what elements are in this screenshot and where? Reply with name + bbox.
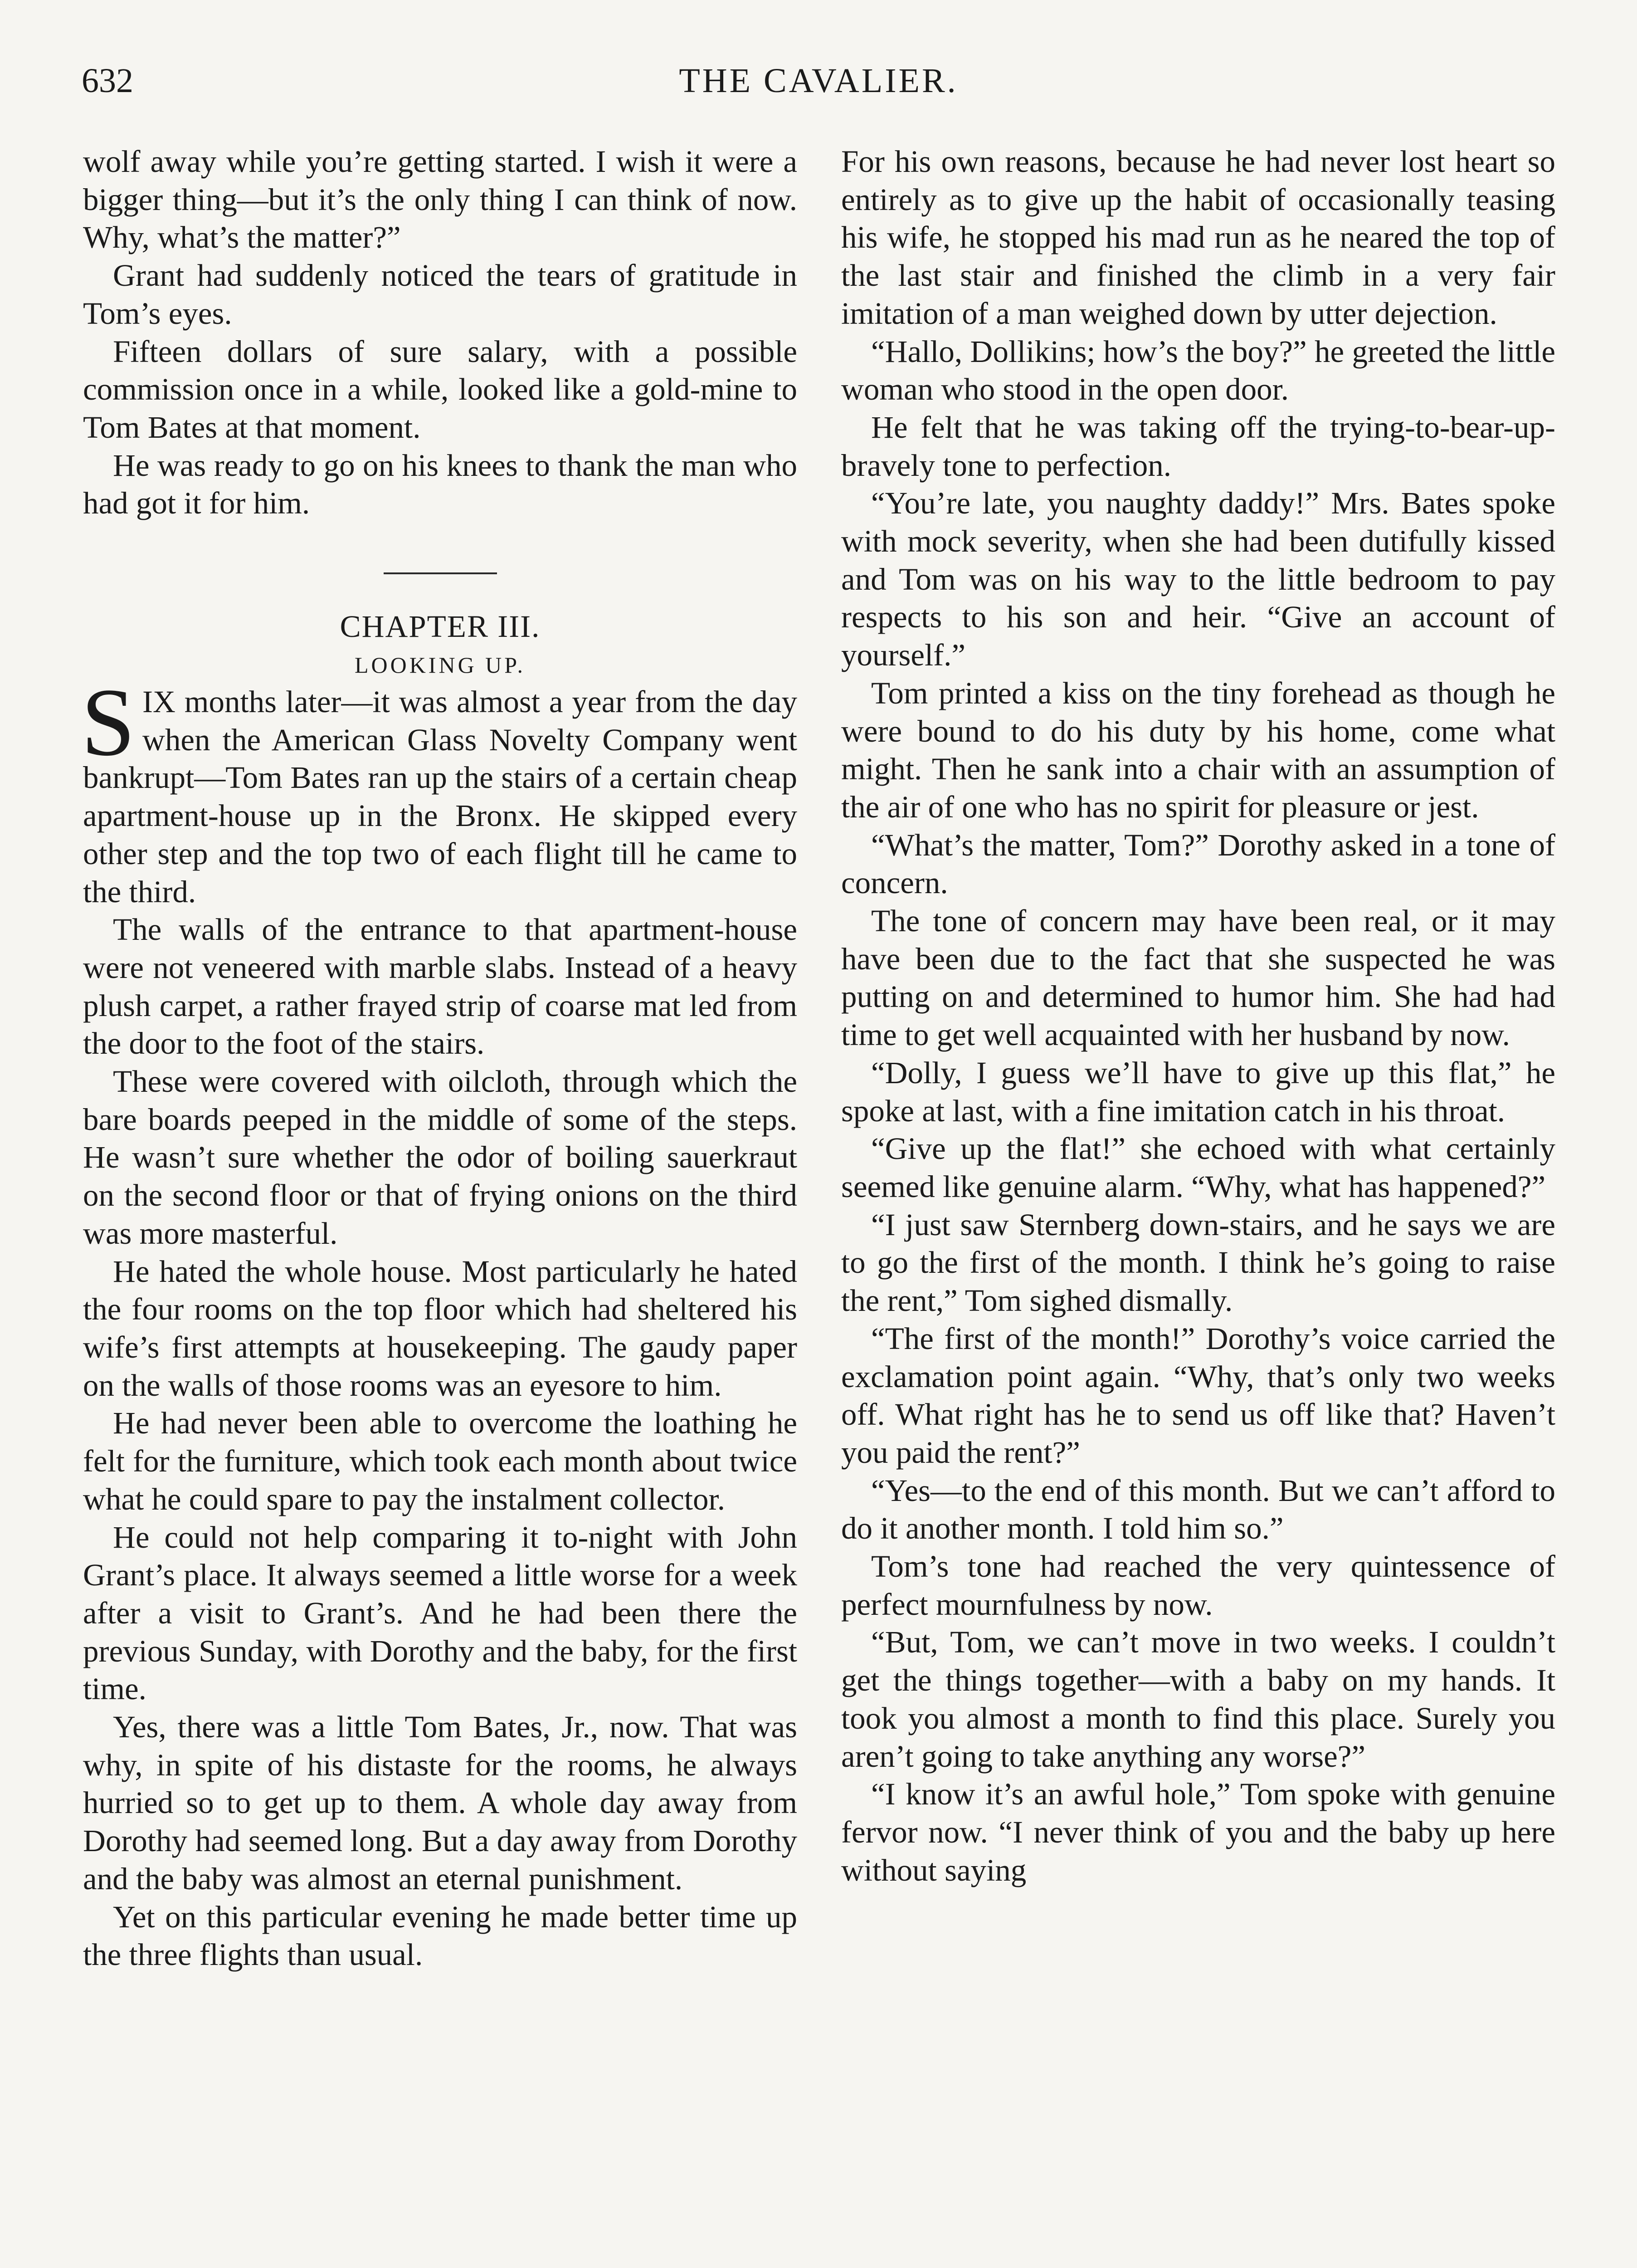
paragraph: Tom’s tone had reached the very quintessence of perfect mournfulness by now.: [841, 1549, 1555, 1622]
paragraph: “The first of the month!” Dorothy’s voice carried the exclamation point again. “Why, that’s only two weeks off. What right has he to send us off like that? Haven’t you paid the rent?”: [841, 1321, 1555, 1470]
paragraph: “Yes—to the end of this month. But we can’t afford to do it another month. I told him so.”: [841, 1473, 1555, 1546]
left-column: [83, 143, 797, 1974]
chapter-opening-paragraph: [81, 669, 797, 911]
paragraph: Yet on this particular evening he made better time up the three flights than usual.: [83, 1899, 797, 1972]
paragraph: “I know it’s an awful hole,” Tom spoke with genuine fervor now. “I never think of you and the baby up here without saying: [841, 1777, 1555, 1887]
paragraph: “Dolly, I guess we’ll have to give up this flat,” he spoke at last, with a fine imitation catch in his throat.: [841, 1055, 1555, 1128]
paragraph: He hated the whole house. Most particularly he hated the four rooms on the top floor which had sheltered his wife’s first attempts at housekeeping. The gaudy paper on the walls of those rooms was an eyesore to him.: [83, 1254, 797, 1403]
paragraph: The walls of the entrance to that apartment-house were not veneered with marble slabs. Instead of a heavy plush carpet, a rather frayed strip of coarse mat led from the door to the foot of the stairs.: [83, 912, 797, 1061]
paragraph: “Give up the flat!” she echoed with what certainly seemed like genuine alarm. “Why, what has happened?”: [841, 1131, 1555, 1204]
running-head: [82, 58, 1555, 108]
paragraph: “You’re late, you naughty daddy!” Mrs. Bates spoke with mock severity, when she had been dutifully kissed and Tom was on his way to the little bedroom to pay respects to his son and heir. “Give an account of yourself.”: [841, 486, 1555, 673]
paragraph: He was ready to go on his knees to thank the man who had got it for him.: [83, 448, 797, 521]
section-divider: [384, 572, 497, 574]
paragraph: “What’s the matter, Tom?” Dorothy asked in a tone of concern.: [841, 827, 1555, 900]
paragraph: For his own reasons, because he had never lost heart so entirely as to give up the habit of occasionally teasing his wife, he stopped his mad run as he neared the top of the last stair and finished the climb in a very fair imitation of a man weighed down by utter dejection.: [841, 144, 1555, 331]
paragraph: He felt that he was taking off the trying-to-bear-up-bravely tone to perfection.: [841, 410, 1555, 483]
drop-cap: S: [81, 669, 136, 777]
paragraph: “But, Tom, we can’t move in two weeks. I couldn’t get the things together—with a baby on my hands. It took you almost a month to find this place. Surely you aren’t going to take anything any worse?”: [841, 1625, 1555, 1774]
paragraph: “Hallo, Dollikins; how’s the boy?” he greeted the little woman who stood in the open door.: [841, 334, 1555, 407]
page-number: 632: [82, 62, 133, 100]
paragraph: “I just saw Sternberg down-stairs, and he says we are to go the first of the month. I think he’s going to raise the rent,” Tom sighed dismally.: [841, 1207, 1555, 1318]
paragraph: He could not help comparing it to-night with John Grant’s place. It always seemed a little worse for a week after a visit to Grant’s. And he had been there the previous Sunday, with Dorothy and the baby, for the first time.: [83, 1520, 797, 1706]
paragraph: wolf away while you’re getting started. I wish it were a bigger thing—but it’s the only thing I can think of now. Why, what’s the matter?”: [83, 144, 797, 255]
paragraph: Tom printed a kiss on the tiny forehead as though he were bound to do his duty by his home, come what might. Then he sank into a chair with an assumption of the air of one who has no spirit for pleasure or jest.: [841, 675, 1555, 824]
right-column: [841, 143, 1555, 1889]
journal-title: THE CAVALIER.: [679, 62, 958, 100]
chapter-title: CHAPTER III.: [340, 609, 541, 644]
paragraph: He had never been able to overcome the loathing he felt for the furniture, which took each month about twice what he could spare to pay the instalment collector.: [83, 1406, 797, 1516]
paragraph: The tone of concern may have been real, or it may have been due to the fact that she suspected he was putting on and determined to humor him. She had had time to get well acquainted with her husband by now.: [841, 904, 1555, 1052]
opening-text: IX months later—it was almost a year from the day when the American Glass Novelty Company went bankrupt—Tom Bates ran up the stairs of a certain cheap apartment-house up in the Bronx. He skipped every other step and the top two of each flight till he came to the third.: [83, 684, 797, 909]
chapter-subtitle: LOOKING UP.: [354, 652, 526, 678]
paragraph: These were covered with oilcloth, through which the bare boards peeped in the middle of some of the steps. He wasn’t sure whether the odor of boiling sauerkraut on the second floor or that of frying onions on the third was more masterful.: [83, 1064, 797, 1251]
paragraph: Fifteen dollars of sure salary, with a possible commission once in a while, looked like a gold-mine to Tom Bates at that moment.: [83, 334, 797, 445]
paragraph: Grant had suddenly noticed the tears of gratitude in Tom’s eyes.: [83, 258, 797, 331]
paragraph: Yes, there was a little Tom Bates, Jr., now. That was why, in spite of his distaste for the rooms, he always hurried so to get up to them. A whole day away from Dorothy had seemed long. But a day away from Dorothy and the baby was almost an eternal punishment.: [83, 1710, 797, 1896]
